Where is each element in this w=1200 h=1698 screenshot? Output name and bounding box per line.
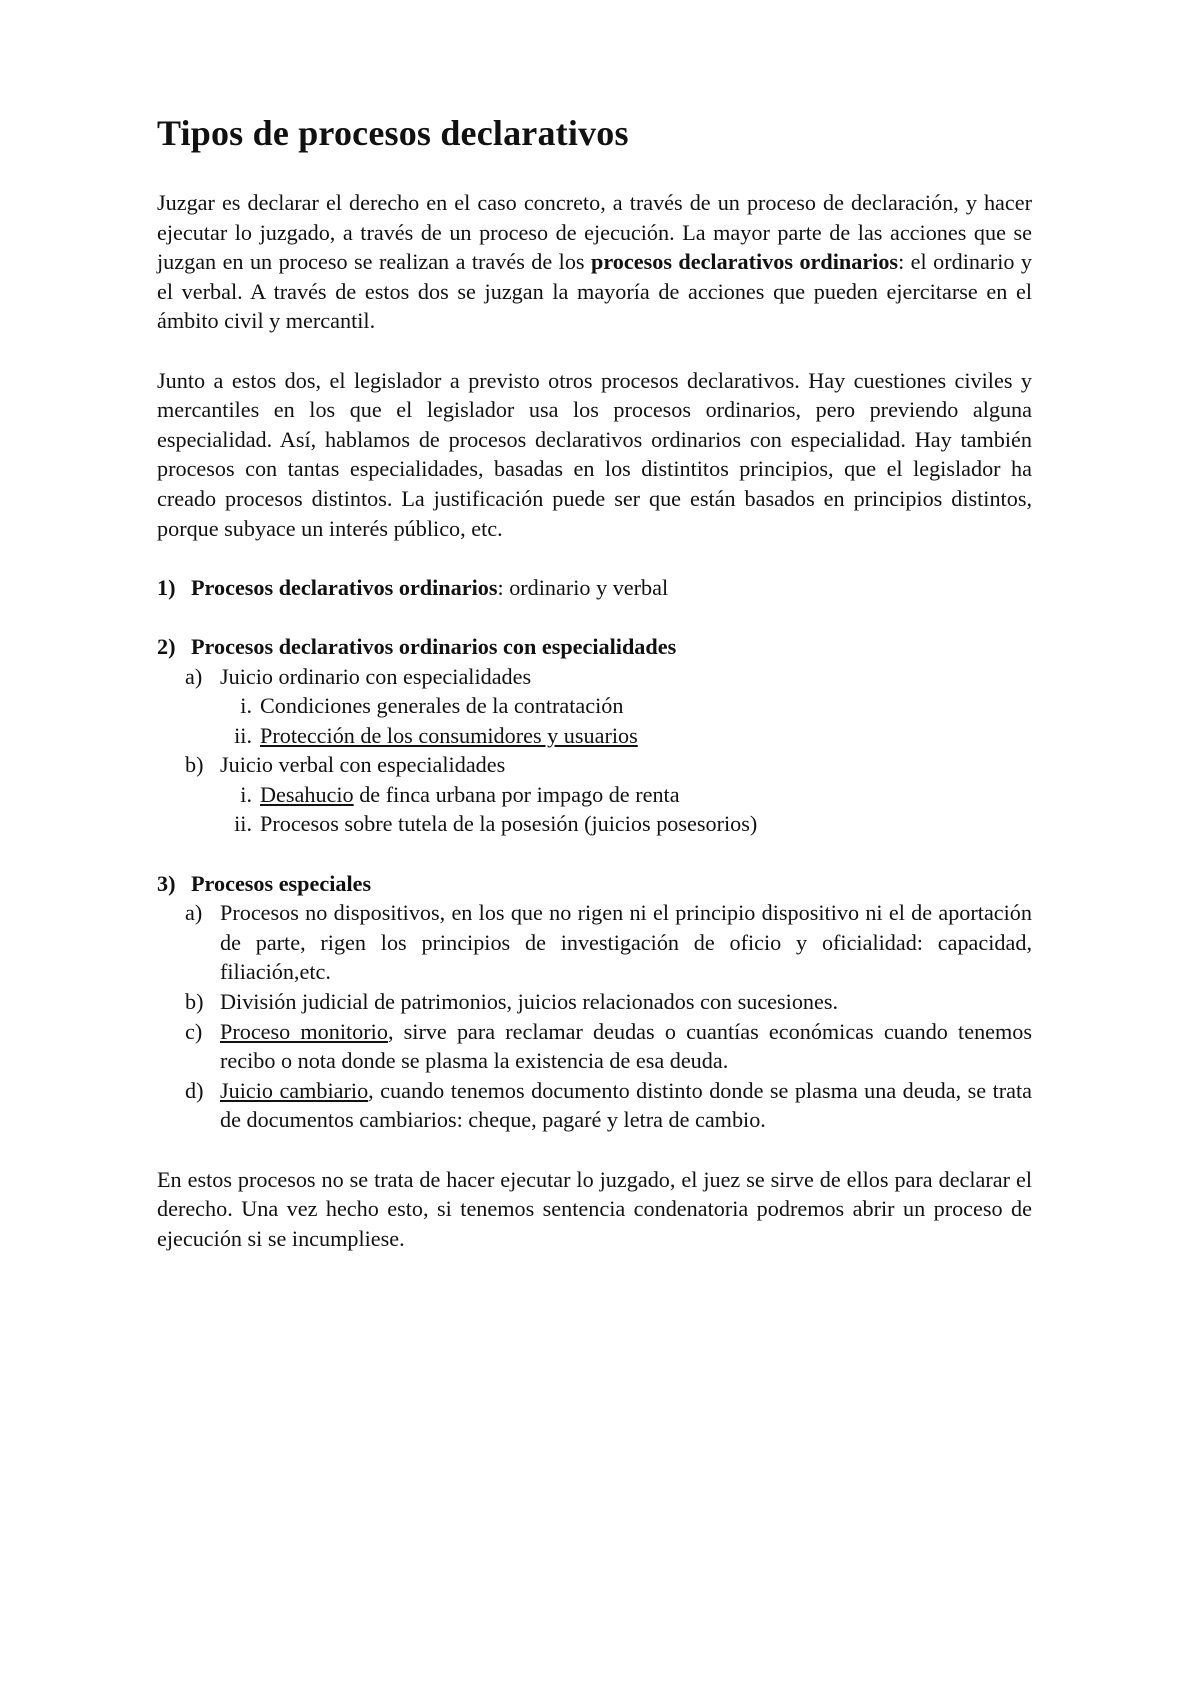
list-item-text: División judicial de patrimonios, juicios relacionados con sucesiones. xyxy=(220,989,839,1015)
section-title: Procesos especiales xyxy=(191,870,372,896)
list-item xyxy=(157,780,1032,810)
list-item xyxy=(157,898,1032,987)
list-item xyxy=(157,662,1032,692)
list-item xyxy=(157,987,1032,1017)
intro-text-b: : el ordinario y el verbal. A través de estos dos se juzgan la mayoría de acciones que pueden ejercitarse en el ámbito civil y mercantil. xyxy=(157,249,1032,334)
list-marker: b) xyxy=(185,989,204,1015)
list-marker: a) xyxy=(185,900,203,926)
intro-paragraph-1 xyxy=(157,188,1032,336)
intro-text-a: Juzgar es declarar el derecho en el caso concreto, a través de un proceso de declaración, y hacer ejecutar lo juzgado, a través de un proceso de ejecución. La mayor parte de las acciones que se juzgan en un proceso se realizan a través de los xyxy=(157,190,1032,275)
list-marker: ii. xyxy=(234,811,252,837)
list-item-text: Protección de los consumidores y usuarios xyxy=(260,722,638,748)
section-3-heading xyxy=(157,869,1032,899)
closing-paragraph: En estos procesos no se trata de hacer ejecutar lo juzgado, el juez se sirve de ellos para declarar el derecho. Una vez hecho esto, si tenemos sentencia condenatoria podremos abrir un proceso de ejecución si se incumpliese. xyxy=(157,1166,1032,1251)
list-marker: ii. xyxy=(234,722,252,748)
list-item-text: , cuando tenemos documento distinto donde se plasma una deuda, se trata de documentos cambiarios: cheque, pagaré y letra de cambio. xyxy=(220,1077,1032,1133)
section-number: 2) xyxy=(157,633,176,659)
section-title: Procesos declarativos ordinarios con especialidades xyxy=(191,633,677,659)
list-item xyxy=(157,1076,1032,1135)
document-page xyxy=(157,112,1032,1283)
intro-bold-term: procesos declarativos ordinarios xyxy=(591,249,899,275)
list-item-text: Juicio verbal con especialidades xyxy=(220,752,506,778)
list-item xyxy=(157,721,1032,751)
list-marker: c) xyxy=(185,1018,203,1044)
list-item-underlined: Juicio cambiario xyxy=(220,1077,369,1103)
list-item-text: Procesos sobre tutela de la posesión (juicios posesorios) xyxy=(260,811,758,837)
list-item xyxy=(157,809,1032,839)
list-item xyxy=(157,1017,1032,1076)
list-item-text: , sirve para reclamar deudas o cuantías económicas cuando tenemos recibo o nota donde se plasma la existencia de esa deuda. xyxy=(220,1018,1032,1074)
section-title-bold: Procesos declarativos ordinarios xyxy=(191,574,498,600)
list-item-text: Condiciones generales de la contratación xyxy=(260,693,624,719)
section-2-heading xyxy=(157,632,1032,662)
list-marker: i. xyxy=(240,781,252,807)
document-title: Tipos de procesos declarativos xyxy=(157,113,629,153)
list-item xyxy=(157,750,1032,780)
list-marker: d) xyxy=(185,1077,204,1103)
section-number: 3) xyxy=(157,870,176,896)
section-number: 1) xyxy=(157,574,176,600)
list-item-text: de finca urbana por impago de renta xyxy=(353,781,680,807)
intro-paragraph-2: Junto a estos dos, el legislador a previsto otros procesos declarativos. Hay cuestiones civiles y mercantiles en los que el legislador usa los procesos ordinarios, pero previendo alguna especialidad. Así, hablamos de procesos declarativos ordinarios con especialidad. Hay también procesos con tantas especialidades, basadas en los distintitos principios, que el legislador ha creado procesos distintos. La justificación puede ser que están basados en principios distintos, porque subyace un interés público, etc. xyxy=(157,367,1032,541)
list-item-text: Procesos no dispositivos, en los que no rigen ni el principio dispositivo ni el de aportación de parte, rigen los principios de investigación de oficio y oficialidad: capacidad, filiación,etc. xyxy=(220,900,1032,985)
section-1-heading xyxy=(157,573,1032,603)
list-marker: b) xyxy=(185,752,204,778)
list-item-underlined: Proceso monitorio xyxy=(220,1018,388,1044)
list-marker: a) xyxy=(185,663,203,689)
list-item-underlined: Desahucio xyxy=(260,781,354,807)
list-marker: i. xyxy=(240,693,252,719)
list-item xyxy=(157,691,1032,721)
section-title-rest: : ordinario y verbal xyxy=(497,574,669,600)
list-item-text: Juicio ordinario con especialidades xyxy=(220,663,532,689)
